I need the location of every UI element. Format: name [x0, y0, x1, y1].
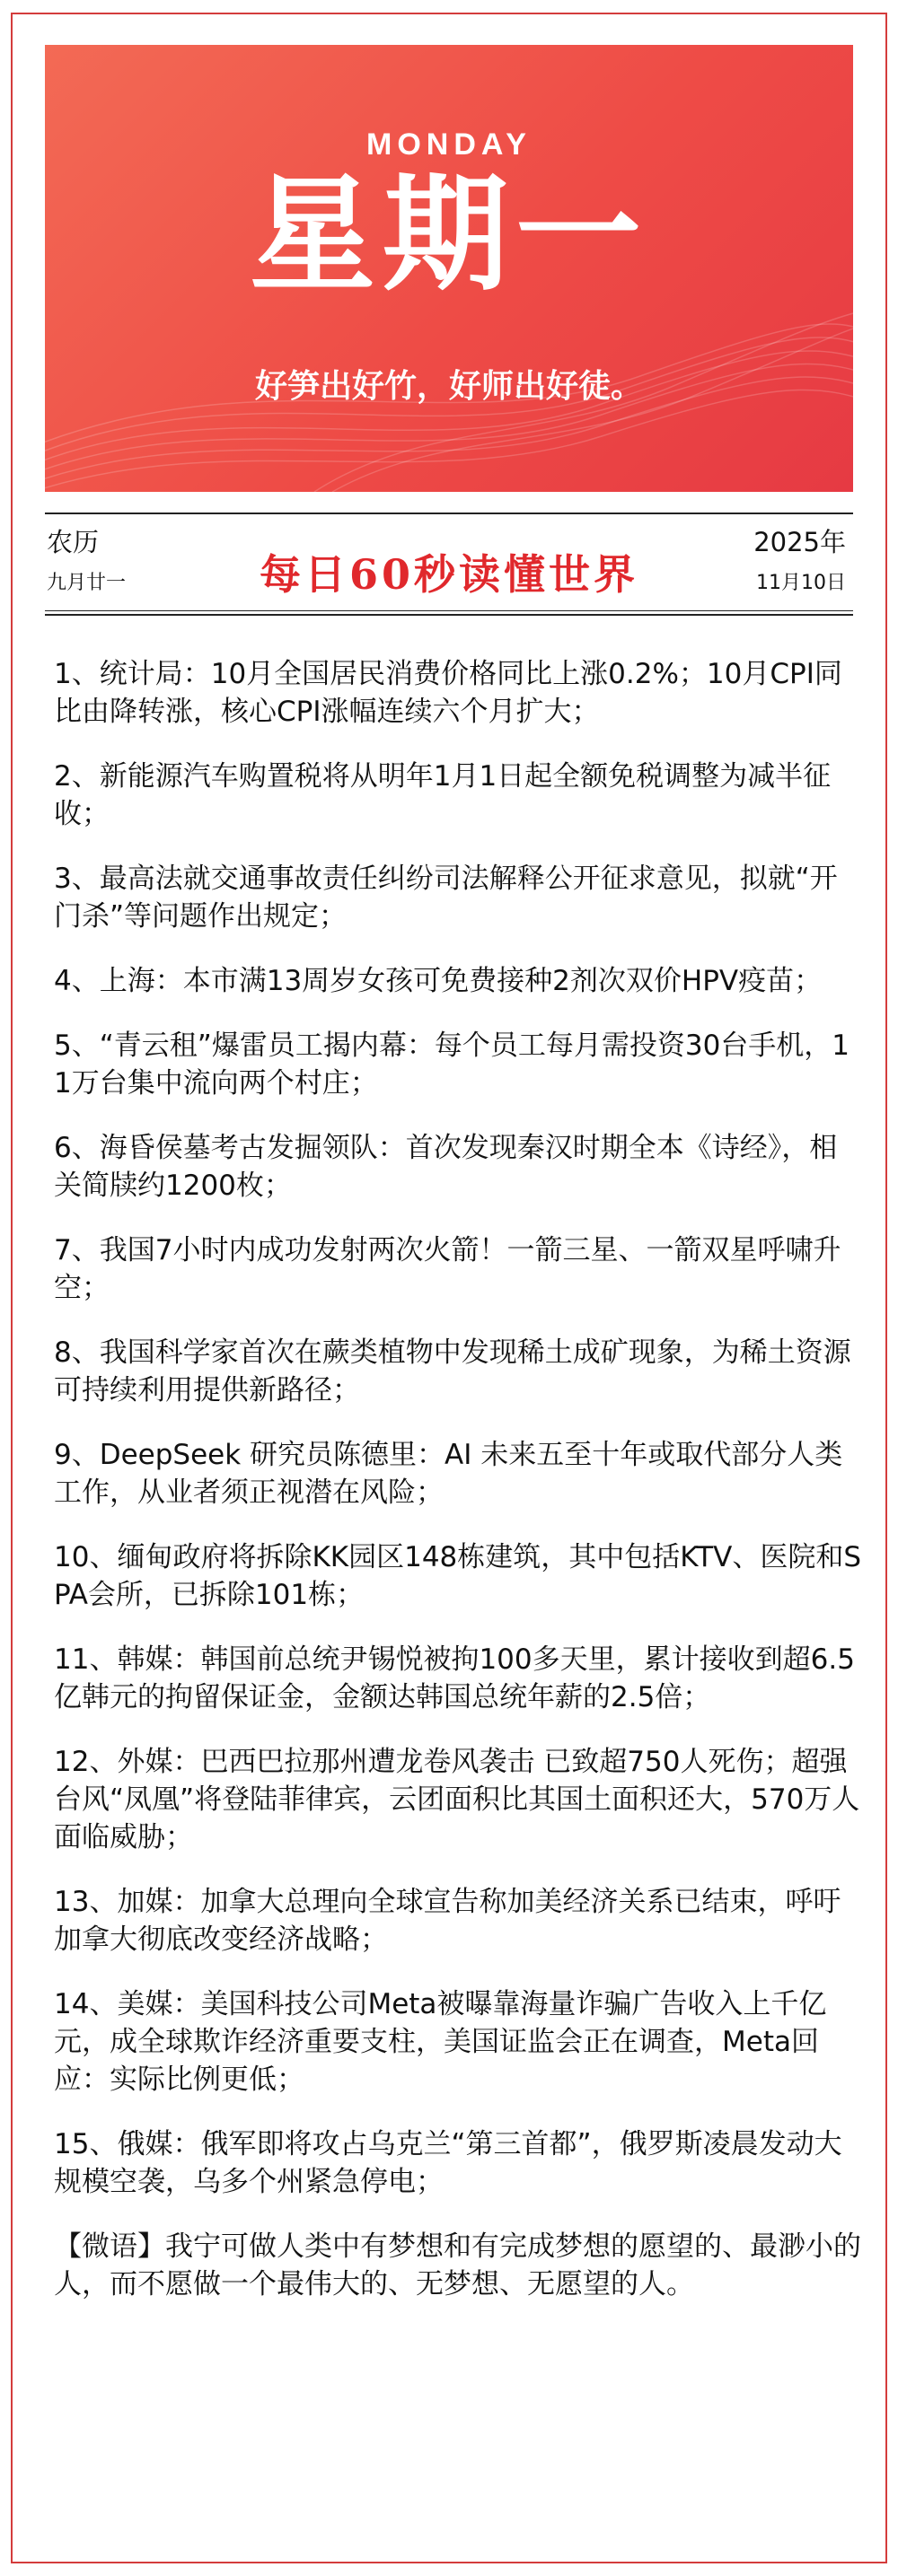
- lunar-label: 农历: [47, 527, 100, 557]
- news-item: 15、俄媒：俄军即将攻占乌克兰“第三首都”，俄罗斯凌晨发动大规模空袭，乌多个州紧急停电；: [54, 2128, 842, 2198]
- date-label: 11月10日: [756, 572, 846, 594]
- news-item: 7、我国7小时内成功发射两次火箭！一箭三星、一箭双星呼啸升空；: [54, 1234, 841, 1304]
- news-item: 13、加媒：加拿大总理向全球宣告称加美经济关系已结束，呼吁加拿大彻底改变经济战略；: [54, 1886, 841, 1956]
- news-item: 10、缅甸政府将拆除KK园区148栋建筑，其中包括KTV、医院和SPA会所，已拆除101栋；: [54, 1541, 862, 1611]
- news-item: 2、新能源汽车购置税将从明年1月1日起全额免税调整为减半征收；: [54, 760, 832, 830]
- news-item: 12、外媒：巴西巴拉那州遭龙卷风袭击 已致超750人死伤；超强台风“凤凰”将登陆菲律宾，云团面积比其国土面积还大，570万人面临威胁；: [54, 1746, 860, 1853]
- news-list: [54, 655, 862, 2303]
- page-title: 每日60秒读懂世界: [259, 550, 638, 599]
- bottom-rule-thin: [45, 610, 853, 611]
- weekday-banner: [45, 45, 853, 492]
- news-item: 11、韩媒：韩国前总统尹锡悦被拘100多天里，累计接收到超6.5亿韩元的拘留保证金，金额达韩国总统年薪的2.5倍；: [54, 1643, 855, 1713]
- news-item: 1、统计局：10月全国居民消费价格同比上涨0.2%；10月CPI同比由降转涨，核心CPI涨幅连续六个月扩大；: [54, 658, 842, 728]
- news-item: 6、海昏侯墓考古发掘领队：首次发现秦汉时期全本《诗经》，相关简牍约1200枚；: [54, 1132, 838, 1202]
- lunar-date: 九月廿一: [47, 572, 127, 594]
- motto-text: 好笋出好竹，好师出好徒。: [254, 368, 643, 405]
- news-item: 5、“青云租”爆雷员工揭内幕：每个员工每月需投资30台手机，11万台集中流向两个村庄；: [54, 1030, 850, 1100]
- news-item: 4、上海：本市满13周岁女孩可免费接种2剂次双价HPV疫苗；: [54, 965, 823, 997]
- weekday-english: MONDAY: [366, 127, 532, 162]
- news-item: 3、最高法就交通事故责任纠纷司法解释公开征求意见，拟就“开门杀”等问题作出规定；: [54, 863, 838, 933]
- top-rule: [45, 513, 853, 514]
- news-item: 9、DeepSeek 研究员陈德里：AI 未来五至十年或取代部分人类工作，从业者须正视潜在风险；: [54, 1439, 843, 1509]
- weekday-chinese: 星期一: [249, 162, 648, 309]
- year-label: 2025年: [753, 527, 846, 557]
- news-item: 8、我国科学家首次在蕨类植物中发现稀土成矿现象，为稀土资源可持续利用提供新路径；: [54, 1336, 851, 1406]
- bottom-rule: [45, 614, 853, 616]
- news-item: 14、美媒：美国科技公司Meta被曝靠海量诈骗广告收入上千亿元，成全球欺诈经济重要支柱，美国证监会正在调查，Meta回应：实际比例更低；: [54, 1988, 827, 2096]
- quote-text: 【微语】我宁可做人类中有梦想和有完成梦想的愿望的、最渺小的人，而不愿做一个最伟大的、无梦想、无愿望的人。: [54, 2230, 861, 2300]
